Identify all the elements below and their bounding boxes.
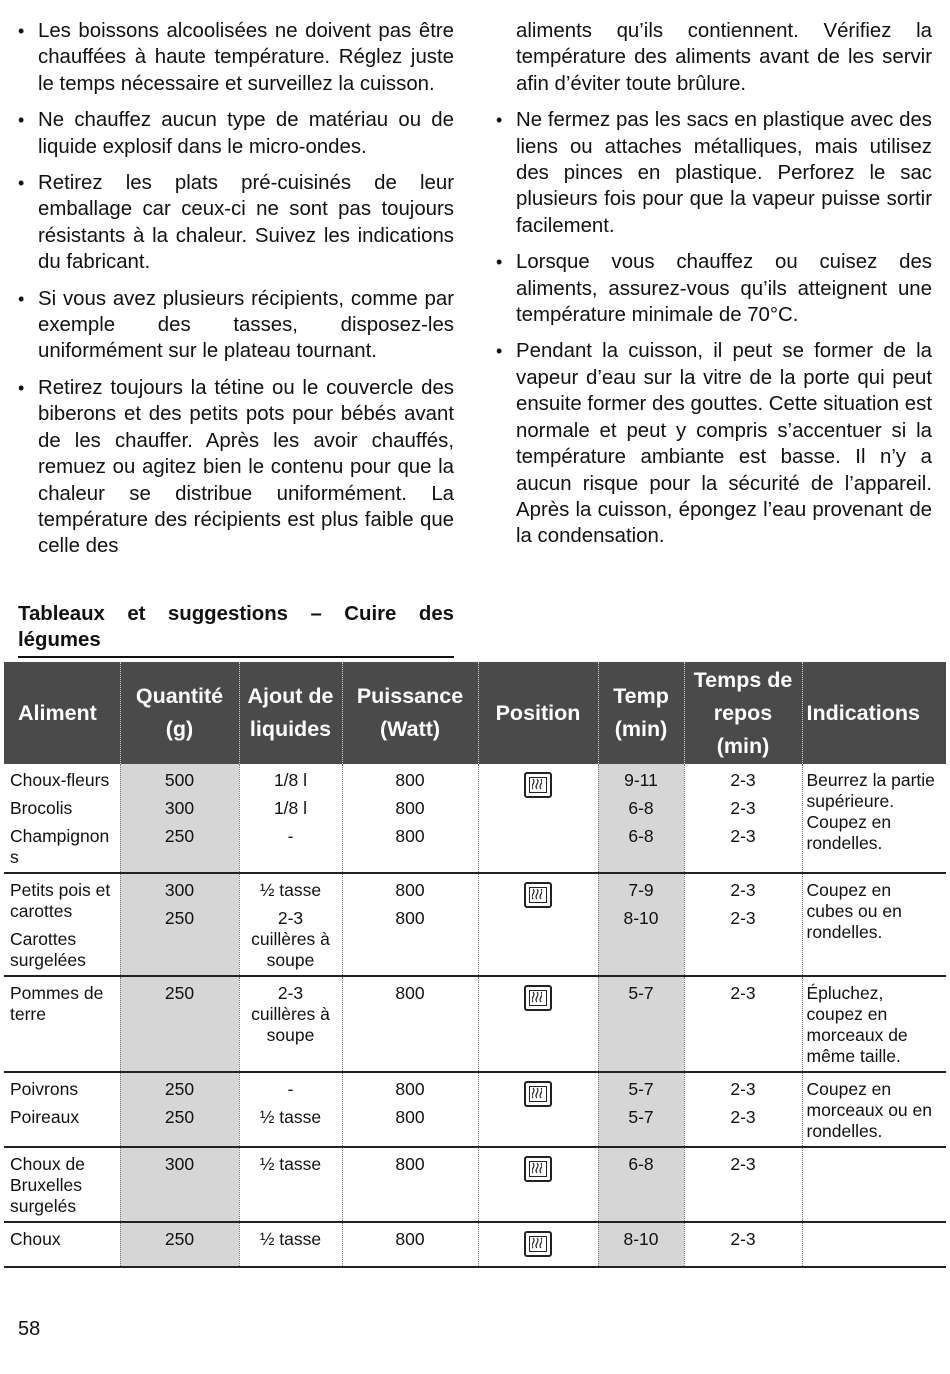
puissance-cell — [342, 976, 478, 1072]
aliment-cell — [4, 873, 120, 976]
table-header-row — [4, 662, 946, 764]
indication-cell — [802, 1222, 946, 1267]
aliment-value: Brocolis — [10, 798, 73, 818]
temp-cell — [598, 764, 684, 873]
repos-cell — [684, 873, 802, 976]
position-cell — [478, 764, 598, 873]
temp-value: 5-7 — [628, 1079, 654, 1099]
repos-cell — [684, 1222, 802, 1267]
indication-text: Beurrez la partie supérieure. Coupez en rondelles. — [806, 770, 935, 853]
position-cell — [478, 1222, 598, 1267]
position-cell — [478, 1072, 598, 1147]
aliment-cell — [4, 976, 120, 1072]
quantite-value: 300 — [164, 1154, 195, 1174]
table-body — [4, 764, 946, 1267]
puissance-cell — [342, 764, 478, 873]
header-indications: Indications — [802, 662, 946, 764]
bullet-item: • Lorsque vous chauffez ou cuisez des aliments, assurez-vous qu’ils atteignent une température minimale de 70°C. — [496, 249, 932, 328]
repos-value: 2-3 — [730, 826, 756, 846]
ajout-value: ½ tasse — [259, 880, 322, 900]
ajout-cell — [239, 976, 342, 1072]
position-cell — [478, 976, 598, 1072]
right-text-column — [496, 18, 932, 560]
aliment-value: Pommes de terre — [10, 983, 104, 1024]
temp-cell — [598, 873, 684, 976]
ajout-cell — [239, 1147, 342, 1222]
header-quantite: Quantité (g) — [120, 662, 239, 764]
position-cell — [478, 1147, 598, 1222]
bullet-continuation: aliments qu’ils contiennent. Vérifiez la température des aliments avant de les servir afin d’éviter toute brûlure. — [516, 20, 932, 95]
temp-value: 8-10 — [623, 1229, 659, 1249]
indication-cell — [802, 976, 946, 1072]
puissance-value: 800 — [395, 1107, 425, 1127]
puissance-value: 800 — [395, 826, 425, 846]
aliment-cell — [4, 1147, 120, 1222]
repos-value: 2-3 — [730, 1229, 756, 1249]
ajout-value: 1/8 l — [273, 798, 308, 818]
puissance-value: 800 — [395, 1154, 425, 1174]
microwave-position-icon — [524, 882, 552, 908]
ajout-value: - — [287, 1079, 294, 1099]
bullet-item: • Ne fermez pas les sacs en plastique avec des liens ou attaches métalliques, mais utilisez des pinces en plastique. Perforez le sac plusieurs fois pour que la vapeur puisse sortir facilement. — [496, 107, 932, 239]
quantite-value: 250 — [164, 1229, 195, 1249]
bullet-item: • Si vous avez plusieurs récipients, comme par exemple des tasses, disposez-les uniformément sur le plateau tournant. — [18, 286, 454, 365]
aliment-value: Choux de Bruxelles surgelés — [10, 1154, 85, 1216]
position-cell — [478, 873, 598, 976]
quantite-cell — [120, 976, 239, 1072]
ajout-cell — [239, 873, 342, 976]
quantite-value: 250 — [164, 826, 195, 846]
temp-cell — [598, 1222, 684, 1267]
aliment-value: Petits pois et carottes — [10, 880, 111, 921]
indication-text: Coupez en morceaux ou en rondelles. — [806, 1079, 932, 1141]
aliment-cell — [4, 1072, 120, 1147]
microwave-position-icon — [524, 1156, 552, 1182]
puissance-value: 800 — [395, 798, 425, 818]
repos-cell — [684, 764, 802, 873]
aliment-value: Carottes surgelées — [10, 929, 86, 970]
header-temp: Temp (min) — [598, 662, 684, 764]
ajout-value: ½ tasse — [259, 1229, 322, 1249]
ajout-cell — [239, 1222, 342, 1267]
indication-cell — [802, 764, 946, 873]
header-ajout-liquides: Ajout de liquides — [239, 662, 342, 764]
temp-value: 6-8 — [628, 826, 654, 846]
ajout-value: 1/8 l — [273, 770, 308, 790]
temp-value: 6-8 — [628, 1154, 654, 1174]
quantite-value: 300 — [164, 880, 195, 900]
page-number: 58 — [18, 1318, 41, 1340]
indication-cell — [802, 873, 946, 976]
indication-text: Coupez en cubes ou en rondelles. — [806, 880, 902, 942]
table-row — [4, 764, 946, 873]
quantite-cell — [120, 764, 239, 873]
ajout-cell — [239, 1072, 342, 1147]
temp-cell — [598, 1147, 684, 1222]
puissance-value: 800 — [395, 1079, 425, 1099]
header-position: Position — [478, 662, 598, 764]
aliment-value: Poivrons — [10, 1079, 79, 1099]
repos-cell — [684, 976, 802, 1072]
section-title: Tableaux et suggestions – Cuire des légumes — [18, 601, 454, 658]
puissance-cell — [342, 873, 478, 976]
repos-value: 2-3 — [730, 1154, 756, 1174]
quantite-value: 250 — [164, 983, 195, 1003]
aliment-value: Choux — [10, 1229, 61, 1249]
quantite-value: 500 — [164, 770, 195, 790]
table-row — [4, 1147, 946, 1222]
bullet-item: • Retirez toujours la tétine ou le couvercle des biberons et des petits pots pour bébés avant de les chauffer. Après les avoir chauffés, remuez ou agitez bien le contenu pour que la chaleur se distribue uniformément. La température des récipients est plus faible que celle des — [18, 375, 454, 560]
left-text-column — [18, 18, 454, 570]
repos-value: 2-3 — [730, 908, 756, 928]
header-temps-repos: Temps de repos (min) — [684, 662, 802, 764]
repos-value: 2-3 — [730, 1107, 756, 1127]
quantite-value: 250 — [164, 908, 195, 928]
table-row — [4, 1072, 946, 1147]
quantite-value: 250 — [164, 1079, 195, 1099]
puissance-value: 800 — [395, 770, 425, 790]
header-puissance: Puissance (Watt) — [342, 662, 478, 764]
puissance-value: 800 — [395, 908, 425, 928]
indication-cell — [802, 1147, 946, 1222]
table-row — [4, 976, 946, 1072]
ajout-value: ½ tasse — [259, 1107, 322, 1127]
quantite-value: 300 — [164, 798, 195, 818]
puissance-value: 800 — [395, 1229, 425, 1249]
microwave-position-icon — [524, 985, 552, 1011]
aliment-value: Choux-fleurs — [10, 770, 110, 790]
repos-cell — [684, 1147, 802, 1222]
bullet-item: • Pendant la cuisson, il peut se former de la vapeur d’eau sur la vitre de la porte qui peut ensuite former des gouttes. Cette situation est normale et peut y compris s’accentuer si la température ambiante est basse. Il n’y a aucun risque pour la sécurité de l’appareil. Après la cuisson, épongez l’eau provenant de la condensation. — [496, 338, 932, 549]
repos-value: 2-3 — [730, 880, 756, 900]
temp-value: 7-9 — [628, 880, 654, 900]
aliment-cell — [4, 764, 120, 873]
ajout-cell — [239, 764, 342, 873]
aliment-value: Champignon s — [10, 826, 110, 867]
temp-value: 8-10 — [623, 908, 659, 928]
bullet-item: • Ne chauffez aucun type de matériau ou de liquide explosif dans le micro-ondes. — [18, 107, 454, 160]
repos-value: 2-3 — [730, 1079, 756, 1099]
quantite-cell — [120, 1147, 239, 1222]
quantite-cell — [120, 873, 239, 976]
table-row — [4, 873, 946, 976]
header-aliment: Aliment — [4, 662, 120, 764]
ajout-value: 2-3 cuillères à soupe — [251, 908, 330, 970]
aliment-value: Poireaux — [10, 1107, 80, 1127]
microwave-position-icon — [524, 1231, 552, 1257]
indication-cell — [802, 1072, 946, 1147]
repos-cell — [684, 1072, 802, 1147]
table-row — [4, 1222, 946, 1267]
ajout-value: 2-3 cuillères à soupe — [251, 983, 330, 1045]
temp-value: 5-7 — [628, 983, 654, 1003]
microwave-position-icon — [524, 1081, 552, 1107]
bullet-item: • Retirez les plats pré-cuisinés de leur emballage car ceux-ci ne sont pas toujours résistants à la chaleur. Suivez les indications du fabricant. — [18, 170, 454, 276]
vegetable-cooking-table — [4, 662, 946, 1268]
puissance-cell — [342, 1147, 478, 1222]
indication-text: Épluchez, coupez en morceaux de même taille. — [806, 983, 908, 1066]
safety-bullet-list-right — [496, 107, 932, 550]
aliment-cell — [4, 1222, 120, 1267]
microwave-position-icon — [524, 772, 552, 798]
bullet-item: • Les boissons alcoolisées ne doivent pas être chauffées à haute température. Réglez juste le temps nécessaire et surveillez la cuisson. — [18, 18, 454, 97]
quantite-cell — [120, 1222, 239, 1267]
quantite-value: 250 — [164, 1107, 195, 1127]
safety-bullet-list-left — [18, 18, 454, 560]
puissance-cell — [342, 1222, 478, 1267]
temp-value: 6-8 — [628, 798, 654, 818]
puissance-value: 800 — [395, 880, 425, 900]
temp-value: 5-7 — [628, 1107, 654, 1127]
ajout-value: - — [287, 826, 294, 846]
temp-cell — [598, 976, 684, 1072]
repos-value: 2-3 — [730, 798, 756, 818]
repos-value: 2-3 — [730, 983, 756, 1003]
temp-value: 9-11 — [624, 770, 658, 790]
ajout-value: ½ tasse — [259, 1154, 322, 1174]
puissance-value: 800 — [395, 983, 425, 1003]
puissance-cell — [342, 1072, 478, 1147]
quantite-cell — [120, 1072, 239, 1147]
repos-value: 2-3 — [730, 770, 756, 790]
temp-cell — [598, 1072, 684, 1147]
